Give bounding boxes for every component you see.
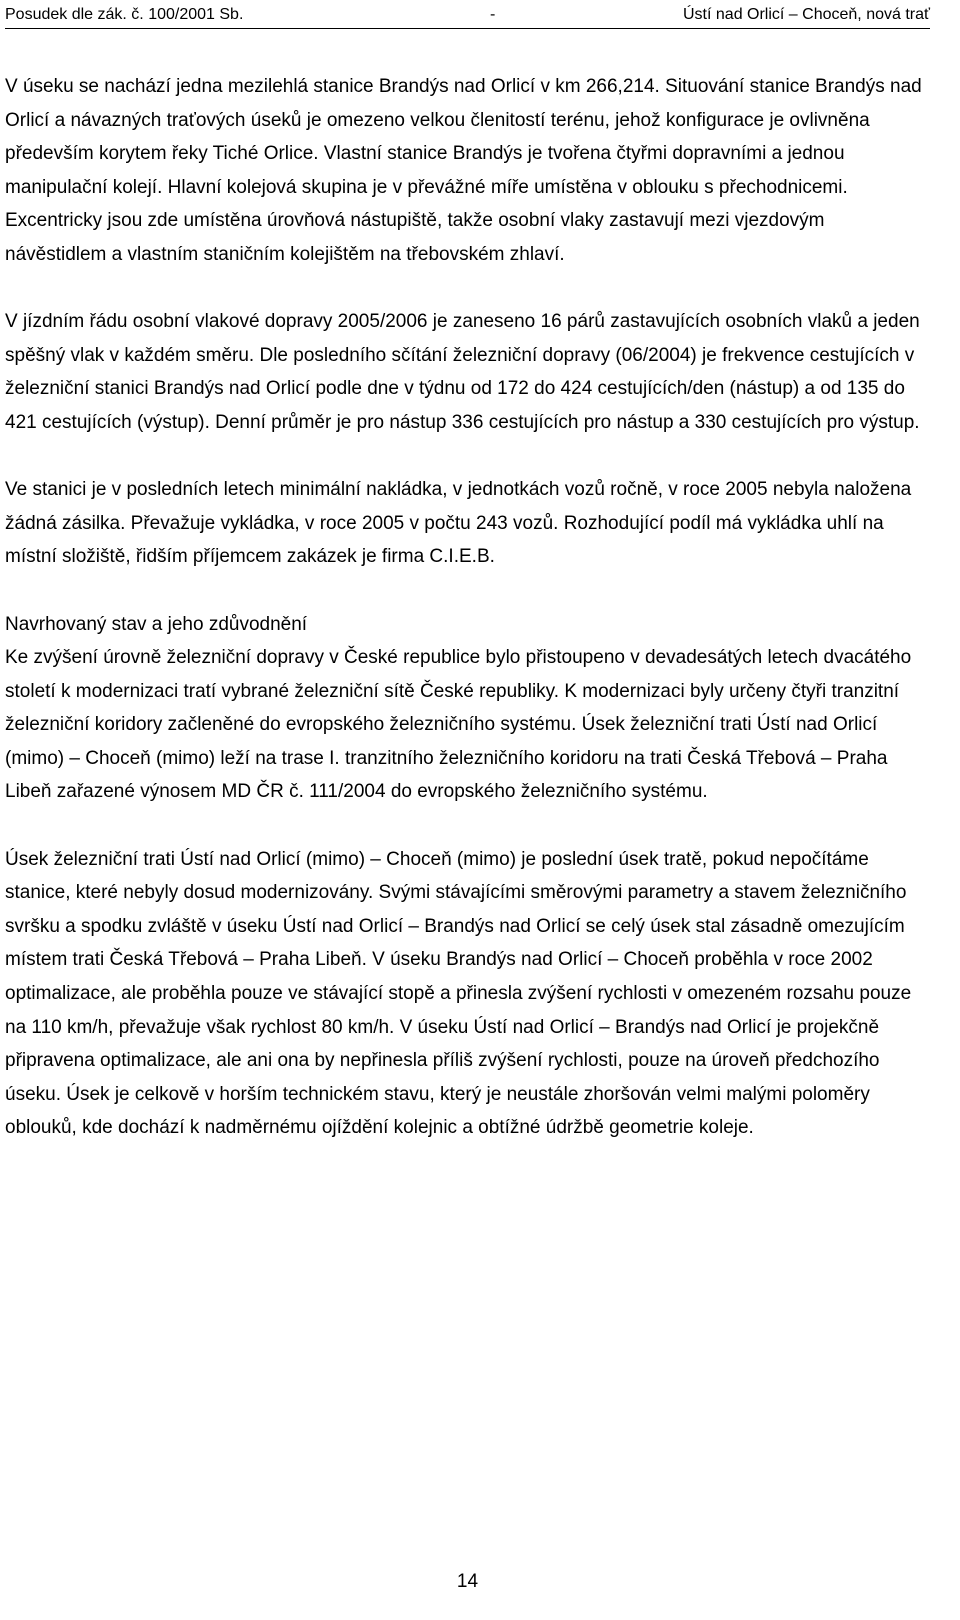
document-body bbox=[5, 70, 930, 1179]
running-header bbox=[5, 4, 930, 26]
paragraph-station-description: V úseku se nachází jedna mezilehlá stanice Brandýs nad Orlicí v km 266,214. Situování stanice Brandýs nad Orlicí a návazných traťových úseků je omezeno velkou členitostí terénu, jehož konfigurace je ovlivněna především korytem řeky Tiché Orlice. Vlastní stanice Brandýs je tvořena čtyřmi dopravními a jednou manipulační kolejí. Hlavní kolejová skupina je v převážné míře umístěna v oblouku s přechodnicemi. Excentricky jsou zde umístěna úrovňová nástupiště, takže osobní vlaky zastavují mezi vjezdovým návěstidlem a vlastním staničním kolejištěm na třebovském zhlaví. bbox=[5, 76, 922, 265]
page-number: 14 bbox=[456, 1571, 479, 1592]
paragraph-freight-traffic: Ve stanici je v posledních letech minimální nakládka, v jednotkách vozů ročně, v roce 2005 nebyla naložena žádná zásilka. Převažuje vykládka, v roce 2005 v počtu 243 vozů. Rozhodující podíl má vykládka uhlí na místní složiště, řidším příjemcem zakázek je firma C.I.E.B. bbox=[5, 479, 912, 568]
header-rule bbox=[5, 28, 930, 29]
paragraph-passenger-traffic: V jízdním řádu osobní vlakové dopravy 2005/2006 je zaneseno 16 párů zastavujících osobních vlaků a jeden spěšný vlak v každém směru. Dle posledního sčítání železniční dopravy (06/2004) je frekvence cestujících v železniční stanici Brandýs nad Orlicí podle dne v týdnu od 172 do 424 cestujících/den (nástup) a od 135 do 421 cestujících (výstup). Denní průměr je pro nástup 336 cestujících pro nástup a 330 cestujících pro výstup. bbox=[5, 311, 920, 433]
header-left-text: Posudek dle zák. č. 100/2001 Sb. bbox=[5, 6, 244, 23]
paragraph-modernization: Ke zvýšení úrovně železniční dopravy v České republice bylo přistoupeno v devadesátých letech dvacátého století k modernizaci tratí vybrané železniční sítě České republiky. K modernizaci byly určeny čtyři tranzitní železniční koridory začleněné do evropského železničního systému. Úsek železniční trati Ústí nad Orlicí (mimo) – Choceň (mimo) leží na trase I. tranzitního železničního koridoru na trati Česká Třebová – Praha Libeň zařazené výnosem MD ČR č. 111/2004 do evropského železničního systému. bbox=[5, 647, 912, 803]
header-right-text: Ústí nad Orlicí – Choceň, nová trať bbox=[683, 6, 930, 23]
section-heading: Navrhovaný stav a jeho zdůvodnění bbox=[5, 613, 308, 635]
paragraph-line-section-state: Úsek železniční trati Ústí nad Orlicí (mimo) – Choceň (mimo) je poslední úsek tratě, pokud nepočítáme stanice, které nebyly dosud modernizovány. Svými stávajícími směrovými parametry a stavem železničního svršku a spodku zvláště v úseku Ústí nad Orlicí – Brandýs nad Orlicí se celý úsek stal zásadně omezujícím místem trati Česká Třebová – Praha Libeň. V úseku Brandýs nad Orlicí – Choceň proběhla v roce 2002 optimalizace, ale proběhla pouze ve stávající stopě a přinesla zvýšení rychlosti v omezeném rozsahu pouze na 110 km/h, převažuje však rychlost 80 km/h. V úseku Ústí nad Orlicí – Brandýs nad Orlicí je projekčně připravena optimalizace, ale ani ona by nepřinesla příliš zvýšení rychlosti, pouze na úroveň předchozího úseku. Úsek je celkově v horším technickém stavu, který je neustále zhoršován velmi malými poloměry oblouků, kde dochází k nadměrnému ojíždění kolejnic a obtížné údržbě geometrie koleje. bbox=[5, 848, 912, 1139]
header-separator: - bbox=[490, 6, 496, 23]
